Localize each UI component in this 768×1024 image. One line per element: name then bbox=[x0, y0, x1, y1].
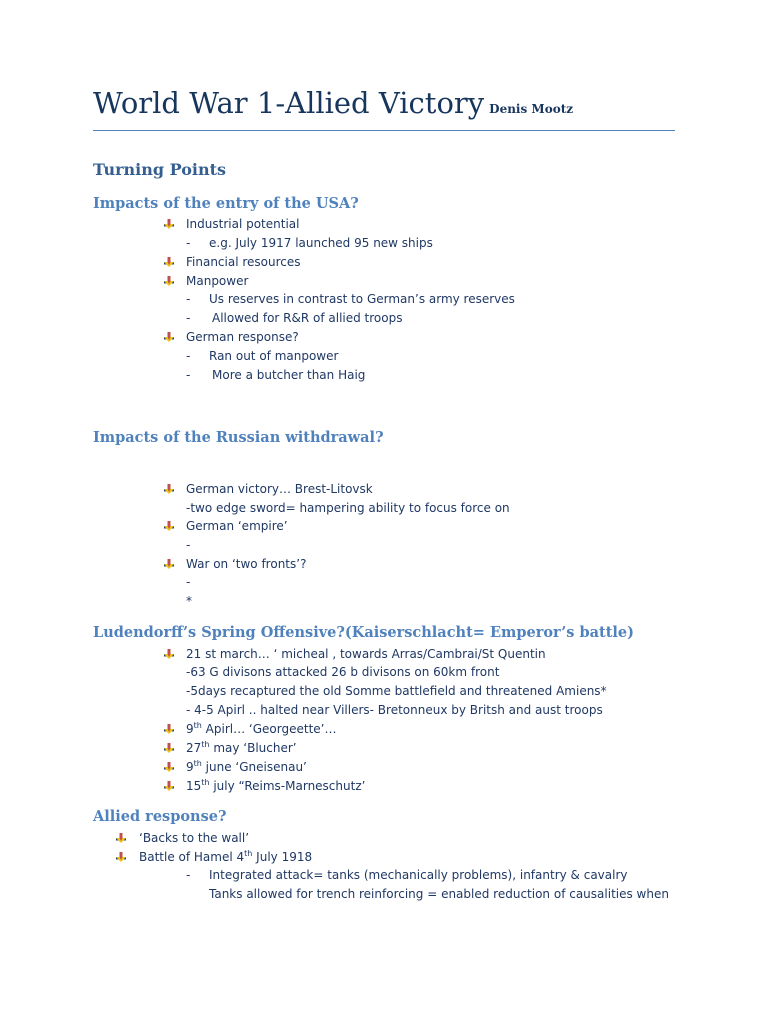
arrow-bullet-icon bbox=[164, 649, 174, 659]
title-block bbox=[93, 86, 675, 131]
document-title: World War 1-Allied Victory Denis Mootz bbox=[93, 86, 574, 120]
arrow-bullet-icon bbox=[164, 724, 174, 734]
list-item: -two edge sword= hampering ability to focus force on bbox=[186, 501, 510, 515]
arrow-bullet-icon bbox=[164, 521, 174, 531]
list-item: 15th july “Reims-Marneschutz’ bbox=[186, 778, 366, 793]
dash-marker: - bbox=[186, 311, 191, 325]
arrow-bullet-icon bbox=[164, 484, 174, 494]
list-item: * bbox=[186, 594, 192, 608]
arrow-bullet-icon bbox=[164, 781, 174, 791]
list-item: Us reserves in contrast to German’s army reserves bbox=[209, 292, 515, 306]
list-item: Allowed for R&R of allied troops bbox=[212, 311, 403, 325]
arrow-bullet-icon bbox=[164, 276, 174, 286]
heading-allied-response: Allied response? bbox=[93, 808, 227, 825]
arrow-bullet-icon bbox=[164, 743, 174, 753]
list-item: Financial resources bbox=[186, 255, 301, 269]
list-item: e.g. July 1917 launched 95 new ships bbox=[209, 236, 433, 250]
heading-spring-offensive: Ludendorff’s Spring Offensive?(Kaiserschlacht= Emperor’s battle) bbox=[93, 624, 634, 641]
arrow-bullet-icon bbox=[164, 257, 174, 267]
list-item: Battle of Hamel 4th July 1918 bbox=[139, 849, 313, 864]
list-item: 9th Apirl… ‘Georgeette’… bbox=[186, 721, 337, 736]
list-item: Industrial potential bbox=[186, 217, 300, 231]
heading-turning-points: Turning Points bbox=[93, 160, 226, 179]
list-item: More a butcher than Haig bbox=[212, 368, 366, 382]
list-item: War on ‘two fronts’? bbox=[186, 557, 307, 571]
list-item: Ran out of manpower bbox=[209, 349, 339, 363]
arrow-bullet-icon bbox=[164, 332, 174, 342]
list-item: - 4-5 Apirl .. halted near Villers- Bretonneux by Britsh and aust troops bbox=[186, 703, 603, 717]
list-item: 21 st march… ‘ micheal , towards Arras/Cambrai/St Quentin bbox=[186, 647, 546, 661]
list-item: -5days recaptured the old Somme battlefield and threatened Amiens* bbox=[186, 684, 607, 698]
list-item: 27th may ‘Blucher’ bbox=[186, 740, 297, 755]
list-item: ‘Backs to the wall’ bbox=[139, 831, 250, 845]
arrow-bullet-icon bbox=[116, 833, 126, 843]
arrow-bullet-icon bbox=[164, 219, 174, 229]
heading-russian-withdrawal: Impacts of the Russian withdrawal? bbox=[93, 429, 384, 446]
list-item: German victory… Brest-Litovsk bbox=[186, 482, 373, 496]
arrow-bullet-icon bbox=[116, 852, 126, 862]
arrow-bullet-icon bbox=[164, 559, 174, 569]
list-item: - bbox=[186, 575, 191, 589]
list-item: -63 G divisons attacked 26 b divisons on 60km front bbox=[186, 665, 500, 679]
heading-usa-entry: Impacts of the entry of the USA? bbox=[93, 195, 359, 212]
dash-marker: - bbox=[186, 292, 191, 306]
list-item: Manpower bbox=[186, 274, 249, 288]
dash-marker: - bbox=[186, 349, 191, 363]
list-item: Integrated attack= tanks (mechanically problems), infantry & cavalry bbox=[209, 868, 628, 882]
dash-marker: - bbox=[186, 368, 191, 382]
list-item: German ‘empire’ bbox=[186, 519, 288, 533]
author-name: Denis Mootz bbox=[489, 102, 574, 116]
list-item: 9th june ‘Gneisenau’ bbox=[186, 759, 307, 774]
list-item: Tanks allowed for trench reinforcing = enabled reduction of causalities when bbox=[209, 887, 669, 901]
arrow-bullet-icon bbox=[164, 762, 174, 772]
list-item: German response? bbox=[186, 330, 299, 344]
dash-marker: - bbox=[186, 236, 191, 250]
list-item: - bbox=[186, 538, 191, 552]
dash-marker: - bbox=[186, 868, 191, 882]
